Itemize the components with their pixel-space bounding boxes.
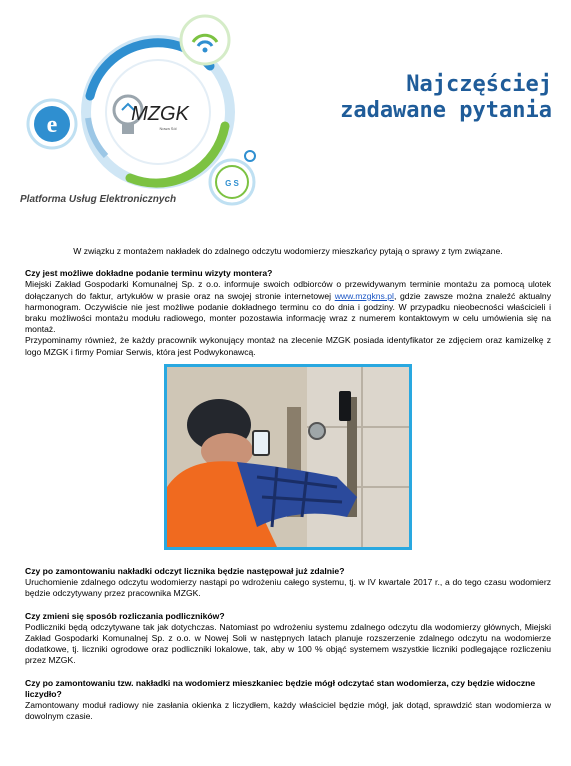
- installer-photo: [164, 364, 412, 550]
- intro-text: W związku z montażem nakładek do zdalnego odczytu wodomierzy mieszkańcy pytają o sprawy z tym związane.: [73, 246, 503, 256]
- installer-photo-graphic: [167, 367, 409, 547]
- faq1-reminder: Przypominamy również, że każdy pracownik wykonujący montaż na zlecenie MZGK posiada identyfikator ze zdjęciem oraz kamizelkę z logo MZGK i firmy Pomiar Serwis, która jest Podwykonawcą.: [25, 335, 551, 357]
- faq2-question: Czy po zamontowaniu nakładki odczyt licznika będzie następował już zdalnie?: [25, 566, 345, 576]
- faq1-answer-part1: Miejski Zakład Gospodarki Komunalnej Sp. z o.o. informuje swoich odbiorców o przewidywanym terminie montażu za pomocą ulotek dołączanych do faktur, artykułów w prasie oraz na swojej stronie internetowej: [25, 279, 551, 301]
- wifi-signal-icon: [181, 16, 229, 64]
- spacer: [25, 667, 551, 678]
- faq-lower: [25, 566, 551, 722]
- spacer: [25, 600, 551, 611]
- faq-upper: [25, 246, 551, 358]
- faq1-answer-part2: , gdzie zawsze można znaleźć aktualny harmonogram. Oczywiście nie jest możliwe podanie dokładnego terminu co do dnia i godziny. W przypadku nieobecności właścicieli i braku możliwości montażu modułu radiowego, monter pozostawia informację wraz z numerem kontaktowym w celu umówienia się na montaż.: [25, 290, 552, 335]
- faq1-question: Czy jest możliwe dokładne podanie terminu wizyty montera?: [25, 268, 273, 279]
- faq2-answer: Uruchomienie zdalnego odczytu wodomierzy nastąpi po wdrożeniu całego systemu, tj. w IV kwartale 2017 r., a do tego czasu wodomierz będzie odczytywany przez pracownika MZGK.: [25, 577, 551, 599]
- faq4-answer: Zamontowany moduł radiowy nie zasłania okienka z liczydłem, każdy właściciel będzie mógł, jak dotąd, sprawdzić stan wodomierza w dowolnym czasie.: [25, 700, 551, 722]
- page-title-line2: zadawane pytania: [340, 98, 552, 123]
- logo-caption: Platforma Usług Elektronicznych: [20, 194, 177, 205]
- logo-graphic: [10, 6, 280, 221]
- mzgk-logo: [10, 6, 280, 221]
- website-link[interactable]: www.mzgkns.pl: [334, 290, 394, 301]
- faq3-answer: Podliczniki będą odczytywane tak jak dotychczas. Natomiast po wdrożeniu systemu zdalnego odczytu dla wodomierzy głównych, Miejski Zakład Gospodarki Komunalnej Sp. z o.o. w Nowej Soli w następnych latach planuje rozszerzenie zdalnego odczytu na wodomierze dodatkowe, tj. liczniki ogrodowe oraz podliczniki lokalowe, tak, aby w 100 % objąć systemem wszystkie liczniki podlegające rozliczeniu przez MZGK.: [25, 621, 551, 666]
- gear-icon: [245, 151, 255, 161]
- faq3-question: Czy zmieni się sposób rozliczania podliczników?: [25, 610, 225, 621]
- e-letter-icon: [28, 100, 76, 148]
- faq1-answer: [25, 279, 551, 335]
- logo-subbrand-text: Nowa Sól: [159, 126, 177, 131]
- page-title-line1: Najczęściej: [406, 72, 552, 97]
- logo-brand-text: MZGK: [131, 103, 189, 125]
- page-title: [280, 72, 552, 124]
- logo-badge-text: G S: [225, 179, 239, 188]
- svg-text:e: e: [46, 112, 58, 138]
- faq4-question: Czy po zamontowaniu tzw. nakładki na wodomierz mieszkaniec będzie mógł odczytać stan wodomierza, czy będzie widoczne liczydło?: [25, 677, 536, 699]
